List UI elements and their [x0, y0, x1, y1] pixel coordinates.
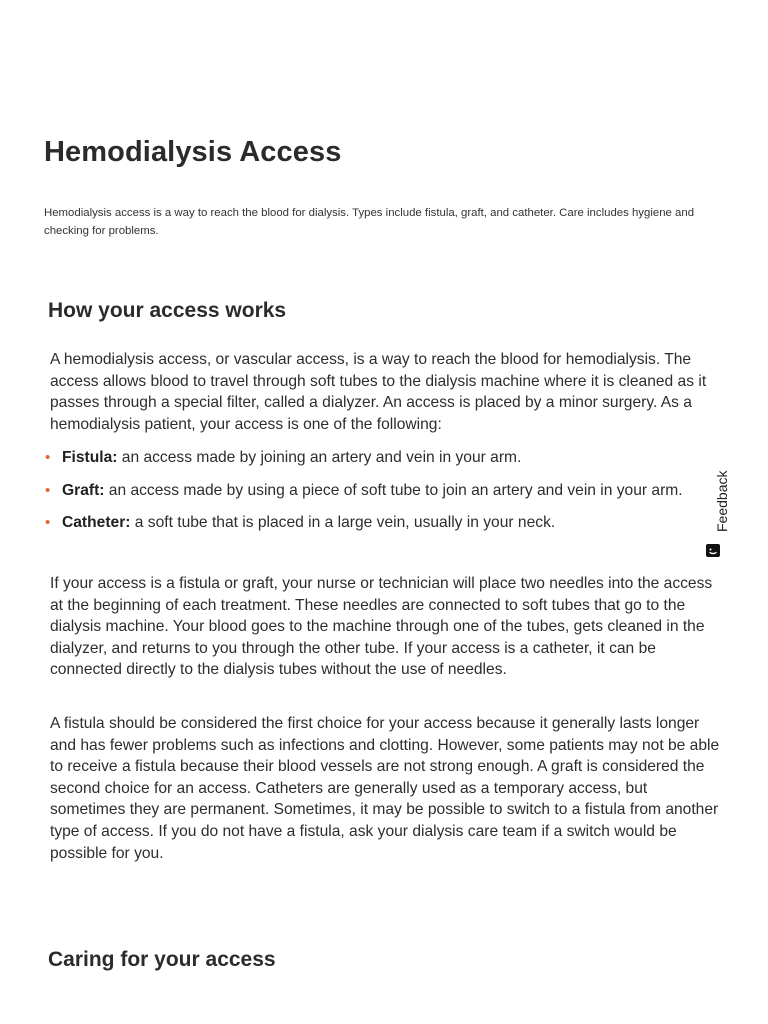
intro-paragraph: A hemodialysis access, or vascular access, is a way to reach the blood for hemodialysis. The access allows blood to travel through soft tubes to the dialysis machine where it is cleaned as it passes through a special filter, called a dialyzer. An access is placed by a minor surgery. As a hemodialysis patient, your access is one of the following:: [50, 351, 707, 433]
page-title: Hemodialysis Access: [44, 136, 342, 168]
list-item-term: Fistula:: [62, 449, 118, 466]
list-item-term: Graft:: [62, 481, 105, 499]
list-item-description: a soft tube that is placed in a large vein, usually in your neck.: [130, 514, 556, 532]
feedback-button[interactable]: [702, 462, 730, 560]
feedback-smile-icon: [706, 544, 720, 557]
list-item-fistula: [44, 447, 696, 469]
access-types-list: [44, 447, 696, 545]
section-heading-caring-for-access: Caring for your access: [48, 948, 276, 971]
access-choice-paragraph: A fistula should be considered the first choice for your access because it generally lasts longer and has fewer problems such as infections and clotting. However, some patients may not be able to receive a fistula because their blood vessels are not strong enough. A graft is considered the second choice for an access. Catheters are generally used as a temporary access, but sometimes they are permanent. Sometimes, it may be possible to switch to a fistula from another type of access. If you do not have a fistula, ask your dialysis care team if a switch would be possible for you.: [50, 715, 720, 862]
needles-paragraph: If your access is a fistula or graft, your nurse or technician will place two needles into the access at the beginning of each treatment. These needles are connected to soft tubes that go to the dialysis machine. Your blood goes to the machine through one of the tubes, gets cleaned in the dialyzer, and returns to you through the other tube. If your access is a catheter, it can be connected directly to the dialysis tubes without the use of needles.: [50, 575, 713, 679]
bullet-icon: •: [45, 449, 51, 466]
page-summary: Hemodialysis access is a way to reach the blood for dialysis. Types include fistula, graft, and catheter. Care includes hygiene and checking for problems.: [44, 207, 695, 237]
feedback-label: Feedback: [714, 470, 730, 532]
list-item-term: Catheter:: [62, 514, 131, 532]
list-item-description: an access made by joining an artery and vein in your arm.: [117, 449, 522, 466]
bullet-icon: •: [45, 514, 51, 532]
list-item-catheter: [44, 512, 696, 534]
list-item-description: an access made by using a piece of soft tube to join an artery and vein in your arm.: [104, 481, 683, 499]
section-heading-how-access-works: How your access works: [48, 299, 287, 322]
list-item-graft: [44, 480, 696, 502]
bullet-icon: •: [45, 481, 51, 499]
